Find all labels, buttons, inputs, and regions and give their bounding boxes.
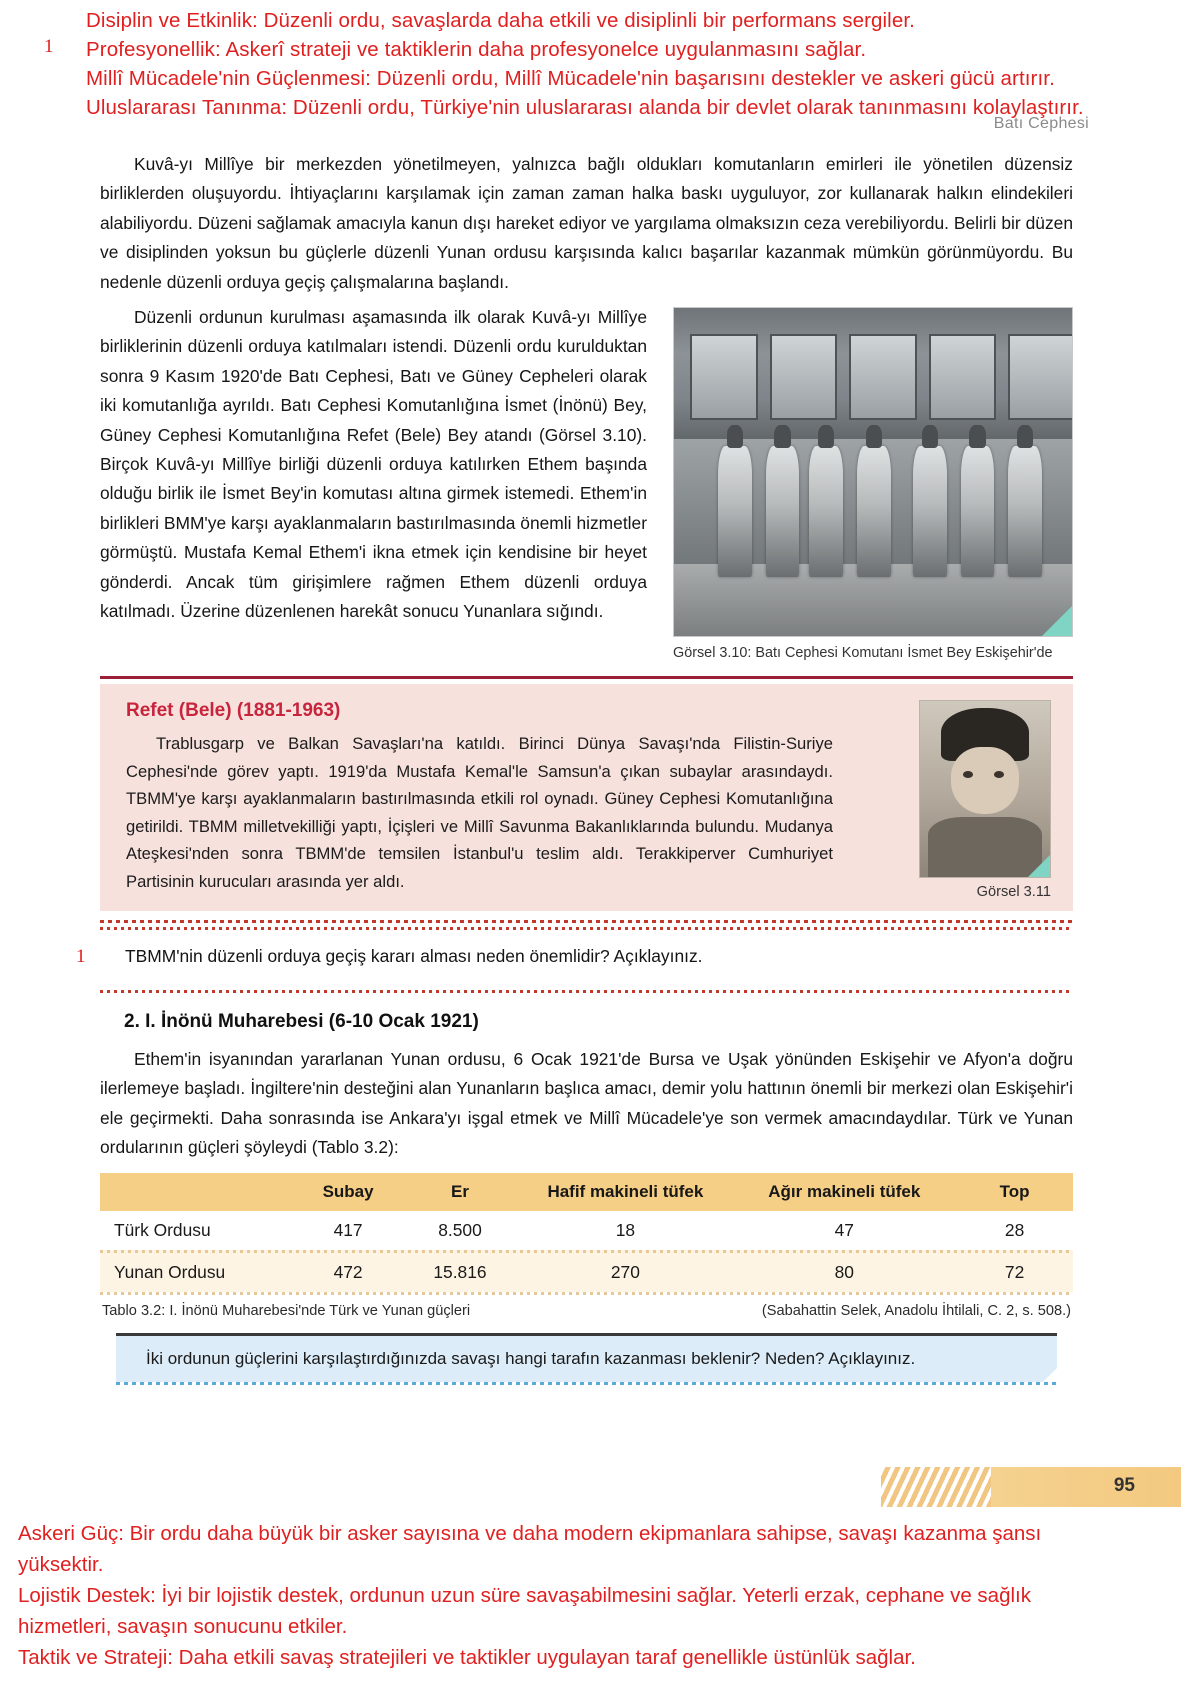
separator-dotted-blue-wrap (116, 1382, 1057, 1385)
table-header-row (100, 1173, 1073, 1211)
photo-corner-marker (1042, 606, 1072, 636)
table-cell-top: 72 (956, 1253, 1073, 1292)
question-2-strip (116, 1336, 1057, 1382)
annotation-line: Profesyonellik: Askerî strateji ve taktiklerin daha profesyonelce uygulanmasını sağlar. (86, 38, 867, 61)
table-cell-agir: 47 (732, 1211, 956, 1250)
paragraph-inonu: Ethem'in isyanından yararlanan Yunan ordusu, 6 Ocak 1921'de Bursa ve Uşak yönünden Eskişehir ve Afyon'a doğru ilerlemeye başladı. İngiltere'nin desteğini alan Yunanların başlıca amacı, demir yolu hattının önemli bir merkezi olan Eskişehir'i ele geçirmekti. Daha sonrasında ise Ankara'yı işgal etmek ve Millî Mücadele'ye son vermek amacındaydılar. Türk ve Yunan ordularının güçleri şöyleydi (Tablo 3.2): (100, 1049, 1073, 1158)
table-caption: Tablo 3.2: I. İnönü Muharebesi'nde Türk ve Yunan güçleri (102, 1302, 471, 1319)
table-col-header-subay: Subay (295, 1173, 402, 1211)
annotation-line: Askeri Güç: Bir ordu daha büyük bir asker sayısına ve daha modern ekipmanlara sahipse, savaşı kazanma şansı (18, 1522, 1042, 1545)
table-col-header-agir-makineli-tufek: Ağır makineli tüfek (732, 1173, 956, 1211)
annotation-line: hizmetleri, savaşın sonucunu etkiler. (18, 1615, 348, 1638)
table-cell-hafif: 18 (518, 1211, 732, 1250)
table-cell-er: 8.500 (402, 1211, 519, 1250)
annotation-line: Uluslararası Tanınma: Düzenli ordu, Türkiye'nin uluslararası alanda bir devlet olarak tanınmasını kolaylaştırır. (86, 96, 1084, 119)
table-cell-er: 15.816 (402, 1253, 519, 1292)
question-1-text: TBMM'nin düzenli orduya geçiş kararı alması neden önemlidir? Açıklayınız. (125, 946, 703, 967)
ismet-bey-eskisehir-photo (673, 307, 1073, 637)
separator-dotted-red (100, 990, 1073, 993)
table-cell-subay: 417 (295, 1211, 402, 1250)
info-box-title: Refet (Bele) (1881-1963) (126, 700, 341, 722)
section-heading-inonu: 2. I. İnönü Muharebesi (6-10 Ocak 1921) (124, 1011, 479, 1033)
figure-310 (673, 307, 1073, 662)
table-source: (Sabahattin Selek, Anadolu İhtilali, C. 2, s. 508.) (761, 1302, 1071, 1319)
table-cell-army-label: Yunan Ordusu (100, 1253, 295, 1292)
question-1-row (76, 930, 1073, 981)
info-box-text: Trablusgarp ve Balkan Savaşları'na katıldı. Birinci Dünya Savaşı'nda Filistin-Suriye Cephesi'nde görev yaptı. 1919'da Mustafa Kemal'le Samsun'a çıkan subaylar arasındaydı. TBMM'ye karşı ayaklanmaların bastırılmasında etkili rol oynadı. Güney Cephesi Komutanlığına getirildi. TBMM milletvekilliği yaptı, İçişleri ve Millî Savunma Bakanlıklarında bulundu. Mudanya Ateşkesi'nden sonra TBMM'de temsilen İstanbul'u teslim aldı. Terakkiperver Cumhuriyet Partisinin kurucuları arasında yer aldı. (126, 734, 833, 891)
strip-corner-notch (1043, 1368, 1057, 1382)
bottom-annotation-block (0, 1518, 1181, 1683)
table-cell-hafif: 270 (518, 1253, 732, 1292)
annotation-line: yüksektir. (18, 1553, 104, 1576)
table-cell-subay: 472 (295, 1253, 402, 1292)
portrait-corner-marker (1028, 855, 1050, 877)
table-row (100, 1211, 1073, 1250)
content-column (0, 150, 1181, 1385)
table-cell-army-label: Türk Ordusu (100, 1211, 295, 1250)
table-cell-top: 28 (956, 1211, 1073, 1250)
question-1-number: 1 (76, 946, 86, 968)
refet-bele-portrait (919, 700, 1051, 878)
page-body (0, 150, 1181, 1385)
annotation-question-number: 1 (44, 36, 54, 57)
table-col-header-er: Er (402, 1173, 519, 1211)
page-number-tab (881, 1467, 1181, 1507)
separator-dotted-blue (116, 1382, 1057, 1385)
table-col-header-hafif-makineli-tufek: Hafif makineli tüfek (518, 1173, 732, 1211)
separator-dotted-red (100, 920, 1073, 923)
table-caption-row (100, 1295, 1073, 1319)
paragraph-intro: Kuvâ-yı Millîye bir merkezden yönetilmeyen, yalnızca bağlı oldukları komutanların emirleri ile yönetilen düzensiz birliklerden oluşuyordu. İhtiyaçlarını karşılamak için zaman zaman halka baskı uyguluyor, zor kullanarak halkın elindekileri alabiliyordu. Düzeni sağlamak amacıyla kanun dışı hareket ediyor ve yargılama olmaksızın ceza verebiliyordu. Belirli bir düzen ve disiplinden yoksun bu güçlerle düzenli Yunan ordusu karşısında kalıcı başarılar kazanmak mümkün görünmüyordu. Bu nedenle düzenli orduya geçiş çalışmalarına başlandı. (100, 154, 1073, 292)
annotation-line: Lojistik Destek: İyi bir lojistik destek, ordunun uzun süre savaşabilmesini sağlar. Yeterli erzak, cephane ve sağlık (18, 1584, 1031, 1607)
annotation-line: Disiplin ve Etkinlik: Düzenli ordu, savaşlarda daha etkili ve disiplinli bir performans sergiler. (86, 9, 915, 32)
table-col-header-top: Top (956, 1173, 1073, 1211)
annotation-line: Taktik ve Strateji: Daha etkili savaş stratejileri ve taktikler uygulayan taraf genellikle üstünlük sağlar. (18, 1646, 916, 1669)
running-head: Batı Cephesi (993, 115, 1089, 132)
figure-310-caption: Görsel 3.10: Batı Cephesi Komutanı İsmet Bey Eskişehir'de (673, 645, 1053, 662)
figure-311-caption: Görsel 3.11 (976, 884, 1051, 901)
annotation-line: Millî Mücadele'nin Güçlenmesi: Düzenli ordu, Millî Mücadele'nin başarısını destekler ve askeri gücü artırır. (86, 67, 1055, 90)
table-32-guc-karsilastirma (100, 1173, 1073, 1292)
table-row (100, 1253, 1073, 1292)
top-annotation-block (0, 0, 1181, 122)
paragraph-duzenli-ordu: Düzenli ordunun kurulması aşamasında ilk olarak Kuvâ-yı Millîye birliklerinin düzenli orduya katılmaları istendi. Düzenli ordu kurulduktan sonra 9 Kasım 1920'de Batı Cephesi, Batı ve Güney Cepheleri olarak iki komutanlığa ayrıldı. Batı Cephesi Komutanlığına İsmet (İnönü) Bey, Güney Cephesi Komutanlığına Refet (Bele) Bey atandı (Görsel 3.10). Birçok Kuvâ-yı Millîye birliği düzenli orduya katılırken Ethem başında olduğu birlik ile İsmet Bey'in komutası altına girmek istemedi. Ethem'in birlikleri BMM'ye karşı ayaklanmaların bastırılmasında önemli hizmetler görmüştü. Mustafa Kemal Ethem'i ikna etmek için kendisine bir heyet gönderdi. Ancak tüm girişimlere rağmen Ethem düzenli orduya katılmadı. Üzerine düzenlenen harekât sonucu Yunanlara sığındı. (100, 307, 647, 622)
page-tab-hatch (881, 1467, 991, 1507)
refet-bele-info-box (100, 684, 1073, 911)
page-number: 95 (1113, 1475, 1135, 1496)
table-col-header-blank (100, 1173, 295, 1211)
table-cell-agir: 80 (732, 1253, 956, 1292)
question-2-text: İki ordunun güçlerini karşılaştırdığınızda savaşı hangi tarafın kazanması beklenir? Neden? Açıklayınız. (146, 1348, 916, 1368)
